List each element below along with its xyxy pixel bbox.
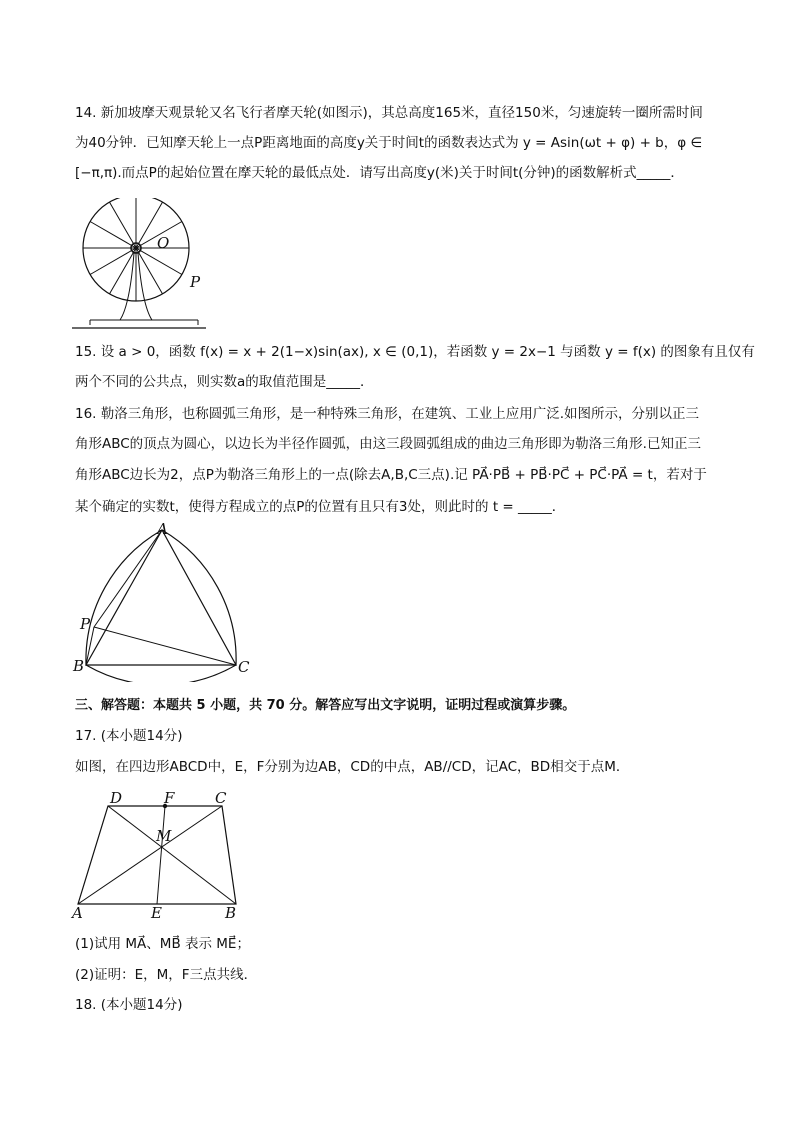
q16-line2: 角形ABC的顶点为圆心，以边长为半径作圆弧，由这三段圆弧组成的曲边三角形即为勒洛三角形.已知正三: [75, 436, 701, 452]
ferris-wheel-figure: [70, 198, 210, 333]
q16-line4: 某个确定的实数t，使得方程成立的点P的位置有且只有3处，则此时的 t = _____．: [75, 499, 566, 515]
label-F: F: [164, 789, 175, 807]
label-O: O: [157, 234, 170, 252]
q17-part2: (2)证明：E，M，F三点共线．: [75, 967, 258, 983]
q17-header: 17. (本小题14分): [75, 728, 183, 744]
q17-line1: 如图，在四边形ABCD中，E，F分别为边AB，CD的中点，AB//CD，记AC，BD相交于点M．: [75, 759, 630, 775]
q17-part1: (1)试用 MA⃗、MB⃗ 表示 ME⃗；: [75, 936, 250, 952]
q14-line3: [−π,π).而点P的起始位置在摩天轮的最低点处．请写出高度y(米)关于时间t(分钟)的函数解析式_____．: [75, 165, 684, 181]
q15-line2: 两个不同的公共点，则实数a的取值范围是_____．: [75, 374, 374, 390]
label-P: P: [80, 615, 91, 633]
label-A: A: [72, 904, 83, 922]
label-E: E: [151, 904, 162, 922]
q16-line3: 角形ABC边长为2，点P为勒洛三角形上的一点(除去A,B,C三点).记 PA⃗·PB⃗ + PB⃗·PC⃗ + PC⃗·PA⃗ = t，若对于: [75, 467, 707, 483]
q14-line2: 为40分钟．已知摩天轮上一点P距离地面的高度y关于时间t的函数表达式为 y = Asin(ωt + φ) + b，φ ∈: [75, 135, 703, 151]
trapezoid-figure: [70, 788, 250, 923]
q16-line1: 16. 勒洛三角形，也称圆弧三角形，是一种特殊三角形，在建筑、工业上应用广泛.如图所示，分别以正三: [75, 406, 700, 422]
label-D: D: [110, 789, 123, 807]
reuleaux-triangle-figure: [70, 522, 260, 682]
label-M: M: [156, 827, 172, 845]
q14-line1: 14. 新加坡摩天观景轮又名飞行者摩天轮(如图示)，其总高度165米，直径150米，匀速旋转一圈所需时间: [75, 105, 703, 121]
q18-header: 18. (本小题14分): [75, 997, 183, 1013]
label-B: B: [225, 904, 237, 922]
label-P: P: [190, 273, 201, 291]
label-A: A: [157, 522, 168, 538]
label-C: C: [238, 658, 250, 676]
section-3-heading: 三、解答题：本题共 5 小题，共 70 分。解答应写出文字说明，证明过程或演算步骤。: [75, 698, 576, 713]
q15-line1: 15. 设 a > 0，函数 f(x) = x + 2(1−x)sin(ax), x ∈ (0,1)，若函数 y = 2x−1 与函数 y = f(x) 的图象有且仅有: [75, 344, 755, 360]
label-C: C: [215, 789, 227, 807]
label-B: B: [73, 657, 85, 675]
